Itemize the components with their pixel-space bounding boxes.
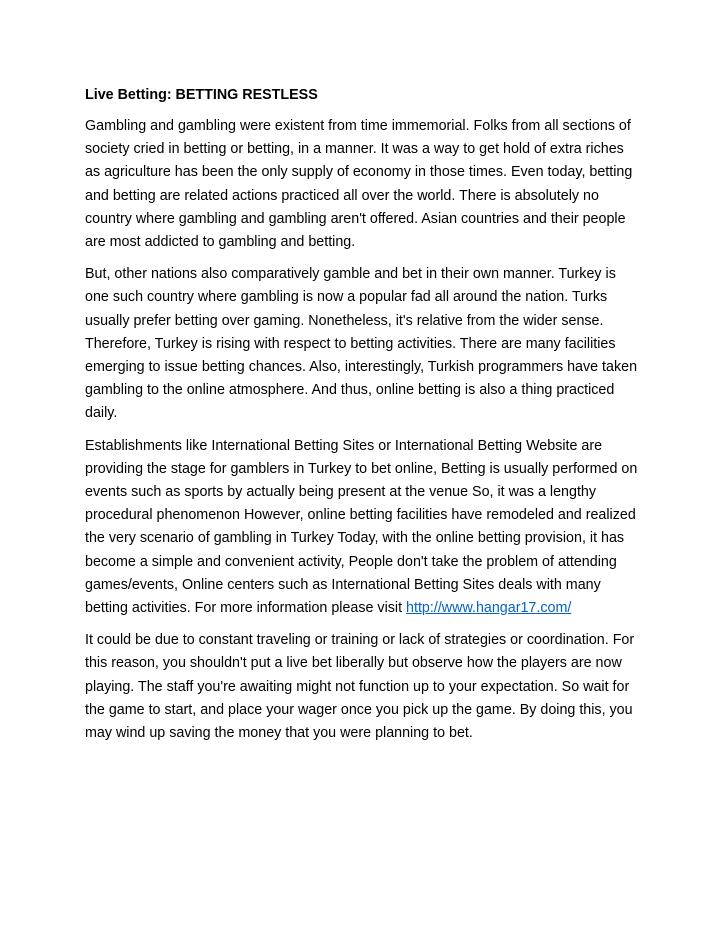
paragraph-4: It could be due to constant traveling or training or lack of strategies or coordination. For this reason, you shouldn't put a live bet liberally but observe how the players are now playing. The staff you're awaiting might not function up to your expectation. So wait for the game to start, and place your wager once you pick up the game. By doing this, you may wind up saving the money that you were planning to bet. [85,632,635,742]
hangar17-link[interactable]: http://www.hangar17.com/ [406,600,572,617]
paragraph-3-text: Establishments like International Betting Sites or International Betting Website are providing the stage for gamblers in Turkey to bet online, Betting is usually performed on events such as sports by actually being present at the venue So, it was a lengthy procedural phenomenon However, online betting facilities have remodeled and realized the very scenario of gambling in Turkey Today, with the online betting provision, it has become a simple and convenient activity, People don't take the problem of attending games/events, Online centers such as International Betting Sites deals with many betting activities. For more information please visit [85,437,638,617]
paragraph-2: But, other nations also comparatively gamble and bet in their own manner. Turkey is one such country where gambling is now a popular fad all around the nation. Turks usually prefer betting over gaming. Nonetheless, it's relative from the wider sense. Therefore, Turkey is rising with respect to betting activities. There are many facilities emerging to issue betting chances. Also, interestingly, Turkish programmers have taken gambling to the online atmosphere. And thus, online betting is also a thing practiced daily. [85,266,638,422]
paragraph-3 [85,435,641,621]
document-page [85,84,641,754]
document-title: Live Betting: BETTING RESTLESS [85,87,318,103]
paragraph-1: Gambling and gambling were existent from time immemorial. Folks from all sections of society cried in betting or betting, in a manner. It was a way to get hold of extra riches as agriculture has been the only supply of economy in those times. Even today, betting and betting are related actions practiced all over the world. There is absolutely no country where gambling and gambling aren't offered. Asian countries and their people are most addicted to gambling and betting. [85,118,633,251]
